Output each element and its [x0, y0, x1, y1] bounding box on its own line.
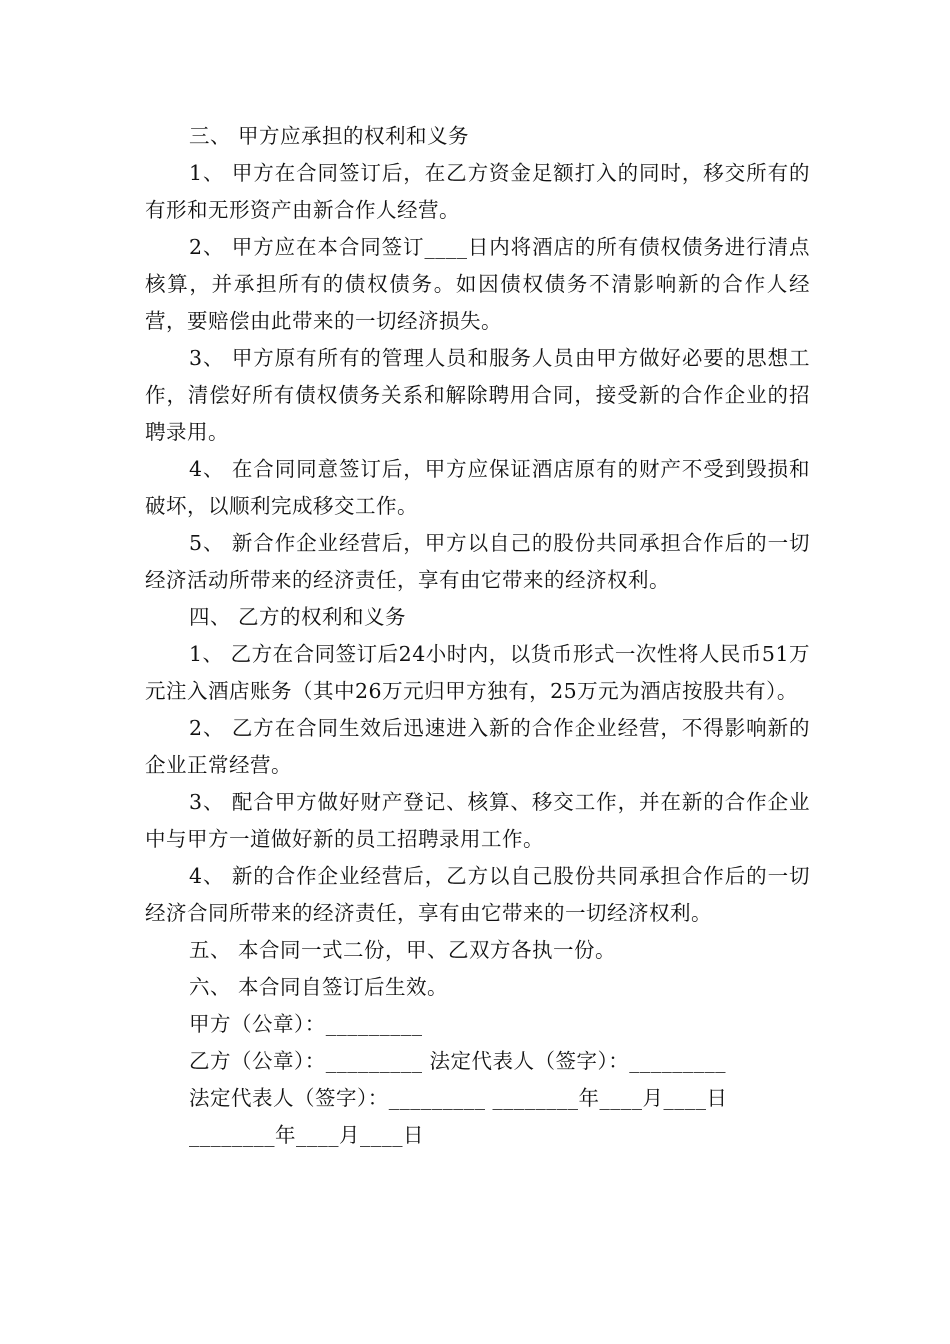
section-4-item-3: 3、 配合甲方做好财产登记、核算、移交工作，并在新的合作企业中与甲方一道做好新的员工招聘录用工作。 [145, 790, 810, 851]
section-4-item-1: 1、 乙方在合同签订后24小时内，以货币形式一次性将人民币51万元注入酒店账务（其中26万元归甲方独有，25万元为酒店按股共有）。 [145, 642, 810, 703]
section-4-heading: 四、 乙方的权利和义务 [189, 605, 407, 629]
section-3-item-4: 4、 在合同同意签订后，甲方应保证酒店原有的财产不受到毁损和破坏，以顺利完成移交工作。 [145, 457, 810, 518]
contract-body [145, 118, 810, 1154]
signature-representative-date: 法定代表人（签字）：_________ ________年____月____日 [189, 1086, 728, 1110]
section-3-item-1: 1、 甲方在合同签订后，在乙方资金足额打入的同时，移交所有的有形和无形资产由新合作人经营。 [145, 161, 810, 222]
signature-date: ________年____月____日 [189, 1123, 424, 1147]
section-3-item-3: 3、 甲方原有所有的管理人员和服务人员由甲方做好必要的思想工作，清偿好所有债权债务关系和解除聘用合同，接受新的合作企业的招聘录用。 [145, 346, 810, 444]
section-6: 六、 本合同自签订后生效。 [189, 975, 449, 999]
section-4-item-2: 2、 乙方在合同生效后迅速进入新的合作企业经营，不得影响新的企业正常经营。 [145, 716, 810, 777]
signature-party-b: 乙方（公章）：_________ 法定代表人（签字）：_________ [189, 1049, 727, 1073]
section-3-heading: 三、 甲方应承担的权利和义务 [189, 124, 470, 148]
section-3-item-5: 5、 新合作企业经营后，甲方以自己的股份共同承担合作后的一切经济活动所带来的经济责任，享有由它带来的经济权利。 [145, 531, 810, 592]
section-5: 五、 本合同一式二份，甲、乙双方各执一份。 [189, 938, 617, 962]
signature-party-a: 甲方（公章）：_________ [189, 1012, 423, 1036]
section-4-item-4: 4、 新的合作企业经营后，乙方以自己股份共同承担合作后的一切经济合同所带来的经济责任，享有由它带来的一切经济权利。 [145, 864, 810, 925]
section-3-item-2: 2、 甲方应在本合同签订____日内将酒店的所有债权债务进行清点核算，并承担所有的债权债务。如因债权债务不清影响新的合作人经营，要赔偿由此带来的一切经济损失。 [145, 235, 810, 333]
